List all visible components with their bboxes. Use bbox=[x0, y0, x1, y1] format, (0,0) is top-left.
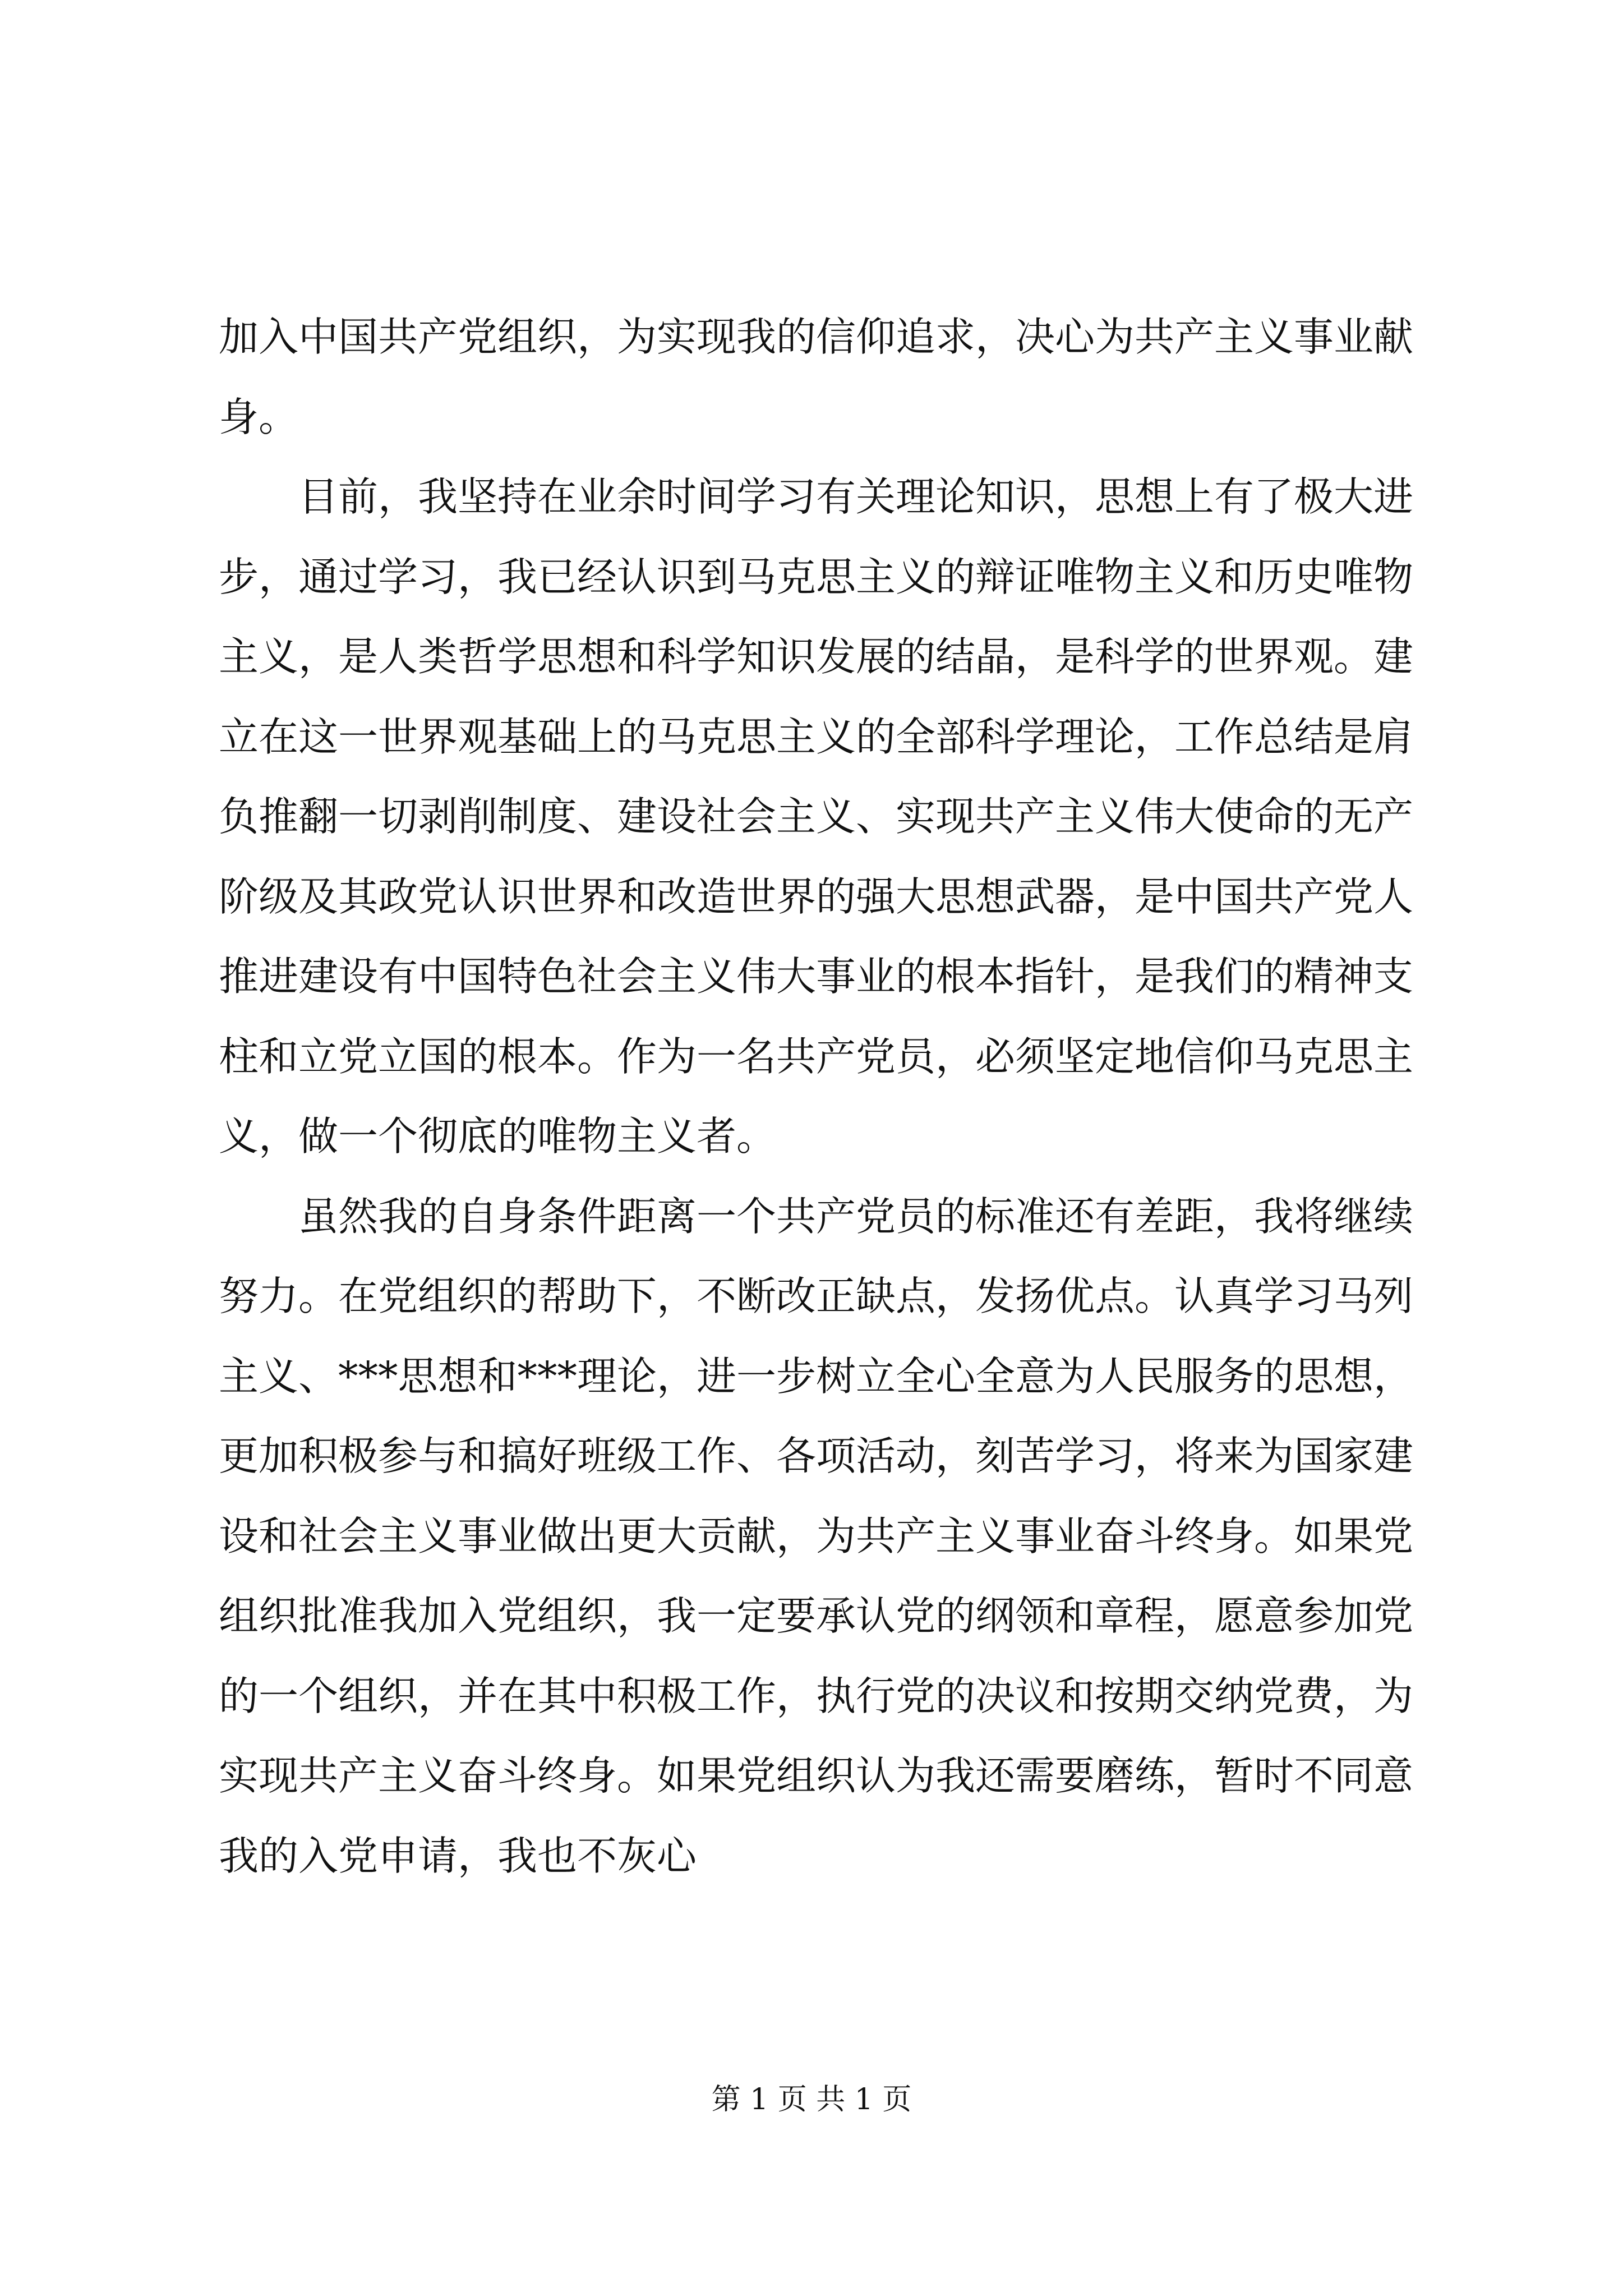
paragraph-3: 虽然我的自身条件距离一个共产党员的标准还有差距，我将继续努力。在党组织的帮助下，不断改正缺点，发扬优点。认真学习马列主义、***思想和***理论，进一步树立全心全意为人民服务的思想，更加积极参与和搞好班级工作、各项活动，刻苦学习，将来为国家建设和社会主义事业做出更大贡献，为共产主义事业奋斗终身。如果党组织批准我加入党组织，我一定要承认党的纲领和章程，愿意参加党的一个组织，并在其中积极工作，执行党的决议和按期交纳党费，为实现共产主义奋斗终身。如果党组织认为我还需要磨练，暂时不同意我的入党申请，我也不灰心 bbox=[219, 1193, 1414, 1879]
page-footer: 第 1 页 共 1 页 bbox=[711, 2083, 912, 2116]
document-body bbox=[219, 297, 1413, 1896]
paragraph-1: 加入中国共产党组织，为实现我的信仰追求，决心为共产主义事业献身。 bbox=[219, 314, 1414, 440]
paragraph-2: 目前，我坚持在业余时间学习有关理论知识，思想上有了极大进步，通过学习，我已经认识到马克思主义的辩证唯物主义和历史唯物主义，是人类哲学思想和科学知识发展的结晶，是科学的世界观。建立在这一世界观基础上的马克思主义的全部科学理论，工作总结是肩负推翻一切剥削制度、建设社会主义、实现共产主义伟大使命的无产阶级及其政党认识世界和改造世界的强大思想武器，是中国共产党人推进建设有中国特色社会主义伟大事业的根本指针，是我们的精神支柱和立党立国的根本。作为一名共产党员，必须坚定地信仰马克思主义，做一个彻底的唯物主义者。 bbox=[219, 473, 1414, 1159]
